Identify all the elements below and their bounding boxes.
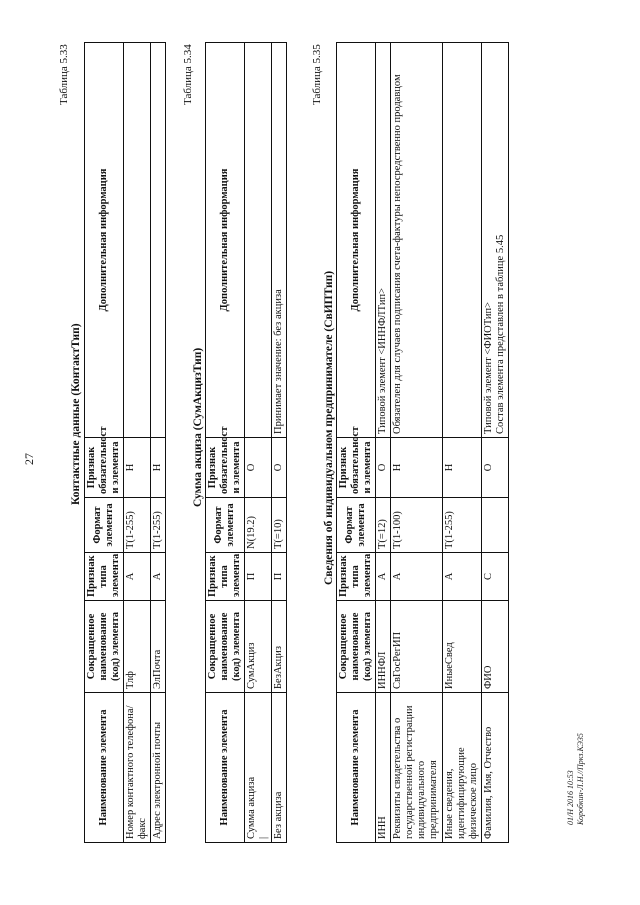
table-caption: Таблица 5.33: [58, 44, 70, 105]
cell-format: T(1-255): [442, 498, 481, 553]
cell-info: Принимает значение: без акциза: [272, 43, 287, 438]
cell-code: ЭлПочта: [151, 601, 166, 693]
table-title: Сведения об индивидуальном предпринимателе (СвИПТип): [323, 270, 335, 585]
cell-type: П: [272, 553, 287, 601]
footer-path: Коробкин-Л.Н.//Пркз.КЭ35: [575, 733, 585, 825]
cell-name: Иные сведения, идентифицирующие физическое лицо: [442, 693, 481, 843]
table-caption: Таблица 5.34: [182, 44, 194, 105]
cell-format: [481, 498, 508, 553]
cell-format: T(=10): [272, 498, 287, 553]
cell-info: [151, 43, 166, 438]
table-row: [376, 43, 391, 843]
table-row: [481, 43, 508, 843]
cell-info: Типовой элемент <ИННФЛТип>: [376, 43, 391, 438]
cell-req: Н: [391, 438, 442, 498]
cell-info: [442, 43, 481, 438]
cell-type: А: [151, 553, 166, 601]
table-header-row: [206, 43, 245, 843]
cell-req: Н: [442, 438, 481, 498]
column-header-type: Признак типа элемента: [206, 553, 245, 601]
cell-info: Типовой элемент <ФИОТип> Состав элемента представлен в таблице 5.45: [481, 43, 508, 438]
cell-info: Обязателен для случаев подписания счета-фактуры непосредственно продавцом: [391, 43, 442, 438]
column-header-name: Наименование элемента: [337, 693, 376, 843]
cell-type: А: [376, 553, 391, 601]
document-footer: [566, 733, 585, 825]
cell-code: Тлф: [124, 601, 151, 693]
column-header-req: Признак обязательност и элемента: [85, 438, 124, 498]
data-table: [84, 42, 166, 843]
cell-type: А: [442, 553, 481, 601]
column-header-format: Формат элемента: [206, 498, 245, 553]
column-header-code: Сокращенное наименование (код) элемента: [206, 601, 245, 693]
column-header-type: Признак типа элемента: [337, 553, 376, 601]
cell-format: T(1-255): [151, 498, 166, 553]
data-table: [336, 42, 509, 843]
column-header-code: Сокращенное наименование (код) элемента: [85, 601, 124, 693]
cell-name: Без акциза: [272, 693, 287, 843]
footer-date: 01/Н 2016 10:53: [566, 770, 575, 825]
cell-code: БезАкциз: [272, 601, 287, 693]
page-number: 27: [22, 453, 36, 465]
data-table: [205, 42, 287, 843]
cell-code: ИННФЛ: [376, 601, 391, 693]
table-header-row: [85, 43, 124, 843]
table-header-row: [337, 43, 376, 843]
cell-name: Реквизиты свидетельства о государственной регистрации индивидуального предпринимателя: [391, 693, 442, 843]
column-header-req: Признак обязательност и элемента: [206, 438, 245, 498]
cell-code: СумАкциз: [245, 601, 272, 693]
cell-name: Адрес электронной почты: [151, 693, 166, 843]
cell-req: О: [245, 438, 272, 498]
column-header-info: Дополнительная информация: [337, 43, 376, 438]
cell-req: Н: [124, 438, 151, 498]
table-row: [245, 43, 272, 843]
cell-name: ИНН: [376, 693, 391, 843]
table-row: [272, 43, 287, 843]
cell-code: СвГосРегИП: [391, 601, 442, 693]
cell-type: П: [245, 553, 272, 601]
cell-req: О: [481, 438, 508, 498]
cell-name: Номер контактного телефона/факс: [124, 693, 151, 843]
cell-code: ФИО: [481, 601, 508, 693]
column-header-info: Дополнительная информация: [206, 43, 245, 438]
cell-req: Н: [151, 438, 166, 498]
column-header-name: Наименование элемента: [85, 693, 124, 843]
column-header-info: Дополнительная информация: [85, 43, 124, 438]
cell-type: С: [481, 553, 508, 601]
cell-name: Сумма акциза |: [245, 693, 272, 843]
cell-name: Фамилия, Имя, Отчество: [481, 693, 508, 843]
column-header-req: Признак обязательност и элемента: [337, 438, 376, 498]
table-row: [151, 43, 166, 843]
cell-format: T(1-255): [124, 498, 151, 553]
table-title: Контактные данные (КонтактТип): [70, 323, 82, 505]
cell-info: [245, 43, 272, 438]
column-header-type: Признак типа элемента: [85, 553, 124, 601]
column-header-code: Сокращенное наименование (код) элемента: [337, 601, 376, 693]
table-row: [442, 43, 481, 843]
column-header-format: Формат элемента: [337, 498, 376, 553]
cell-format: T(=12): [376, 498, 391, 553]
cell-info: [124, 43, 151, 438]
cell-format: T(1-100): [391, 498, 442, 553]
column-header-format: Формат элемента: [85, 498, 124, 553]
cell-code: ИныеСвед: [442, 601, 481, 693]
table-title: Сумма акциза (СумАкцизТип): [192, 347, 204, 507]
cell-format: N(19.2): [245, 498, 272, 553]
cell-req: О: [376, 438, 391, 498]
cell-type: А: [391, 553, 442, 601]
cell-req: О: [272, 438, 287, 498]
cell-type: А: [124, 553, 151, 601]
table-row: [124, 43, 151, 843]
table-row: [391, 43, 442, 843]
column-header-name: Наименование элемента: [206, 693, 245, 843]
table-caption: Таблица 5.35: [311, 44, 323, 105]
